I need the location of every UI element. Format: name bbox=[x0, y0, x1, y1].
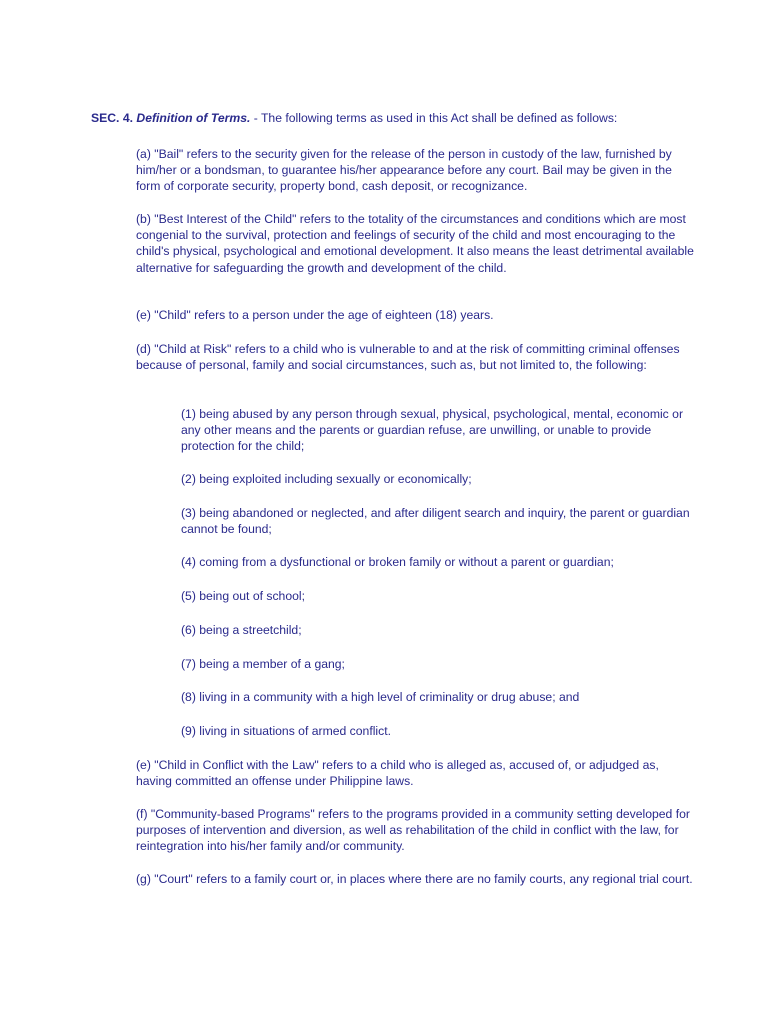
section-title: Definition of Terms. bbox=[136, 111, 251, 125]
definition-child-at-risk: (d) "Child at Risk" refers to a child who is vulnerable to and at the risk of committing criminal offenses because of personal, family and social circumstances, such as, but not limited to, the following: bbox=[136, 342, 680, 373]
risk-item-5: (5) being out of school; bbox=[181, 589, 305, 603]
definition-community-programs: (f) "Community-based Programs" refers to the programs provided in a community setting developed for purposes of intervention and diversion, as well as rehabilitation of the child in conflict with the law, for reintegration into his/her family and/or community. bbox=[136, 807, 690, 854]
definition-child: (e) "Child" refers to a person under the age of eighteen (18) years. bbox=[136, 308, 494, 322]
definition-court: (g) "Court" refers to a family court or, in places where there are no family courts, any regional trial court. bbox=[136, 872, 693, 886]
risk-item-8: (8) living in a community with a high level of criminality or drug abuse; and bbox=[181, 690, 580, 704]
risk-item-9: (9) living in situations of armed conflict. bbox=[181, 724, 391, 738]
section-number: SEC. 4. bbox=[91, 111, 133, 125]
section-intro: - The following terms as used in this Act shall be defined as follows: bbox=[250, 111, 618, 125]
risk-item-2: (2) being exploited including sexually or economically; bbox=[181, 472, 472, 486]
definition-best-interest: (b) "Best Interest of the Child" refers to the totality of the circumstances and conditions which are most congenial to the survival, protection and feelings of security of the child and most encouraging to the child's physical, psychological and emotional development. It also means the least detrimental available alternative for safeguarding the growth and development of the child. bbox=[136, 212, 694, 275]
risk-item-7: (7) being a member of a gang; bbox=[181, 657, 345, 671]
section-heading bbox=[91, 110, 731, 126]
risk-item-6: (6) being a streetchild; bbox=[181, 623, 302, 637]
risk-item-1: (1) being abused by any person through sexual, physical, psychological, mental, economic or any other means and the parents or guardian refuse, are unwilling, or unable to provide protection for the child; bbox=[181, 407, 684, 454]
definition-child-in-conflict: (e) "Child in Conflict with the Law" refers to a child who is alleged as, accused of, or adjudged as, having committed an offense under Philippine laws. bbox=[136, 758, 659, 789]
definition-bail: (a) "Bail" refers to the security given for the release of the person in custody of the law, furnished by him/her or a bondsman, to guarantee his/her appearance before any court. Bail may be given in the form of corporate security, property bond, cash deposit, or recognizance. bbox=[136, 147, 672, 194]
risk-item-4: (4) coming from a dysfunctional or broken family or without a parent or guardian; bbox=[181, 555, 614, 569]
risk-item-3: (3) being abandoned or neglected, and after diligent search and inquiry, the parent or guardian cannot be found; bbox=[181, 506, 690, 537]
